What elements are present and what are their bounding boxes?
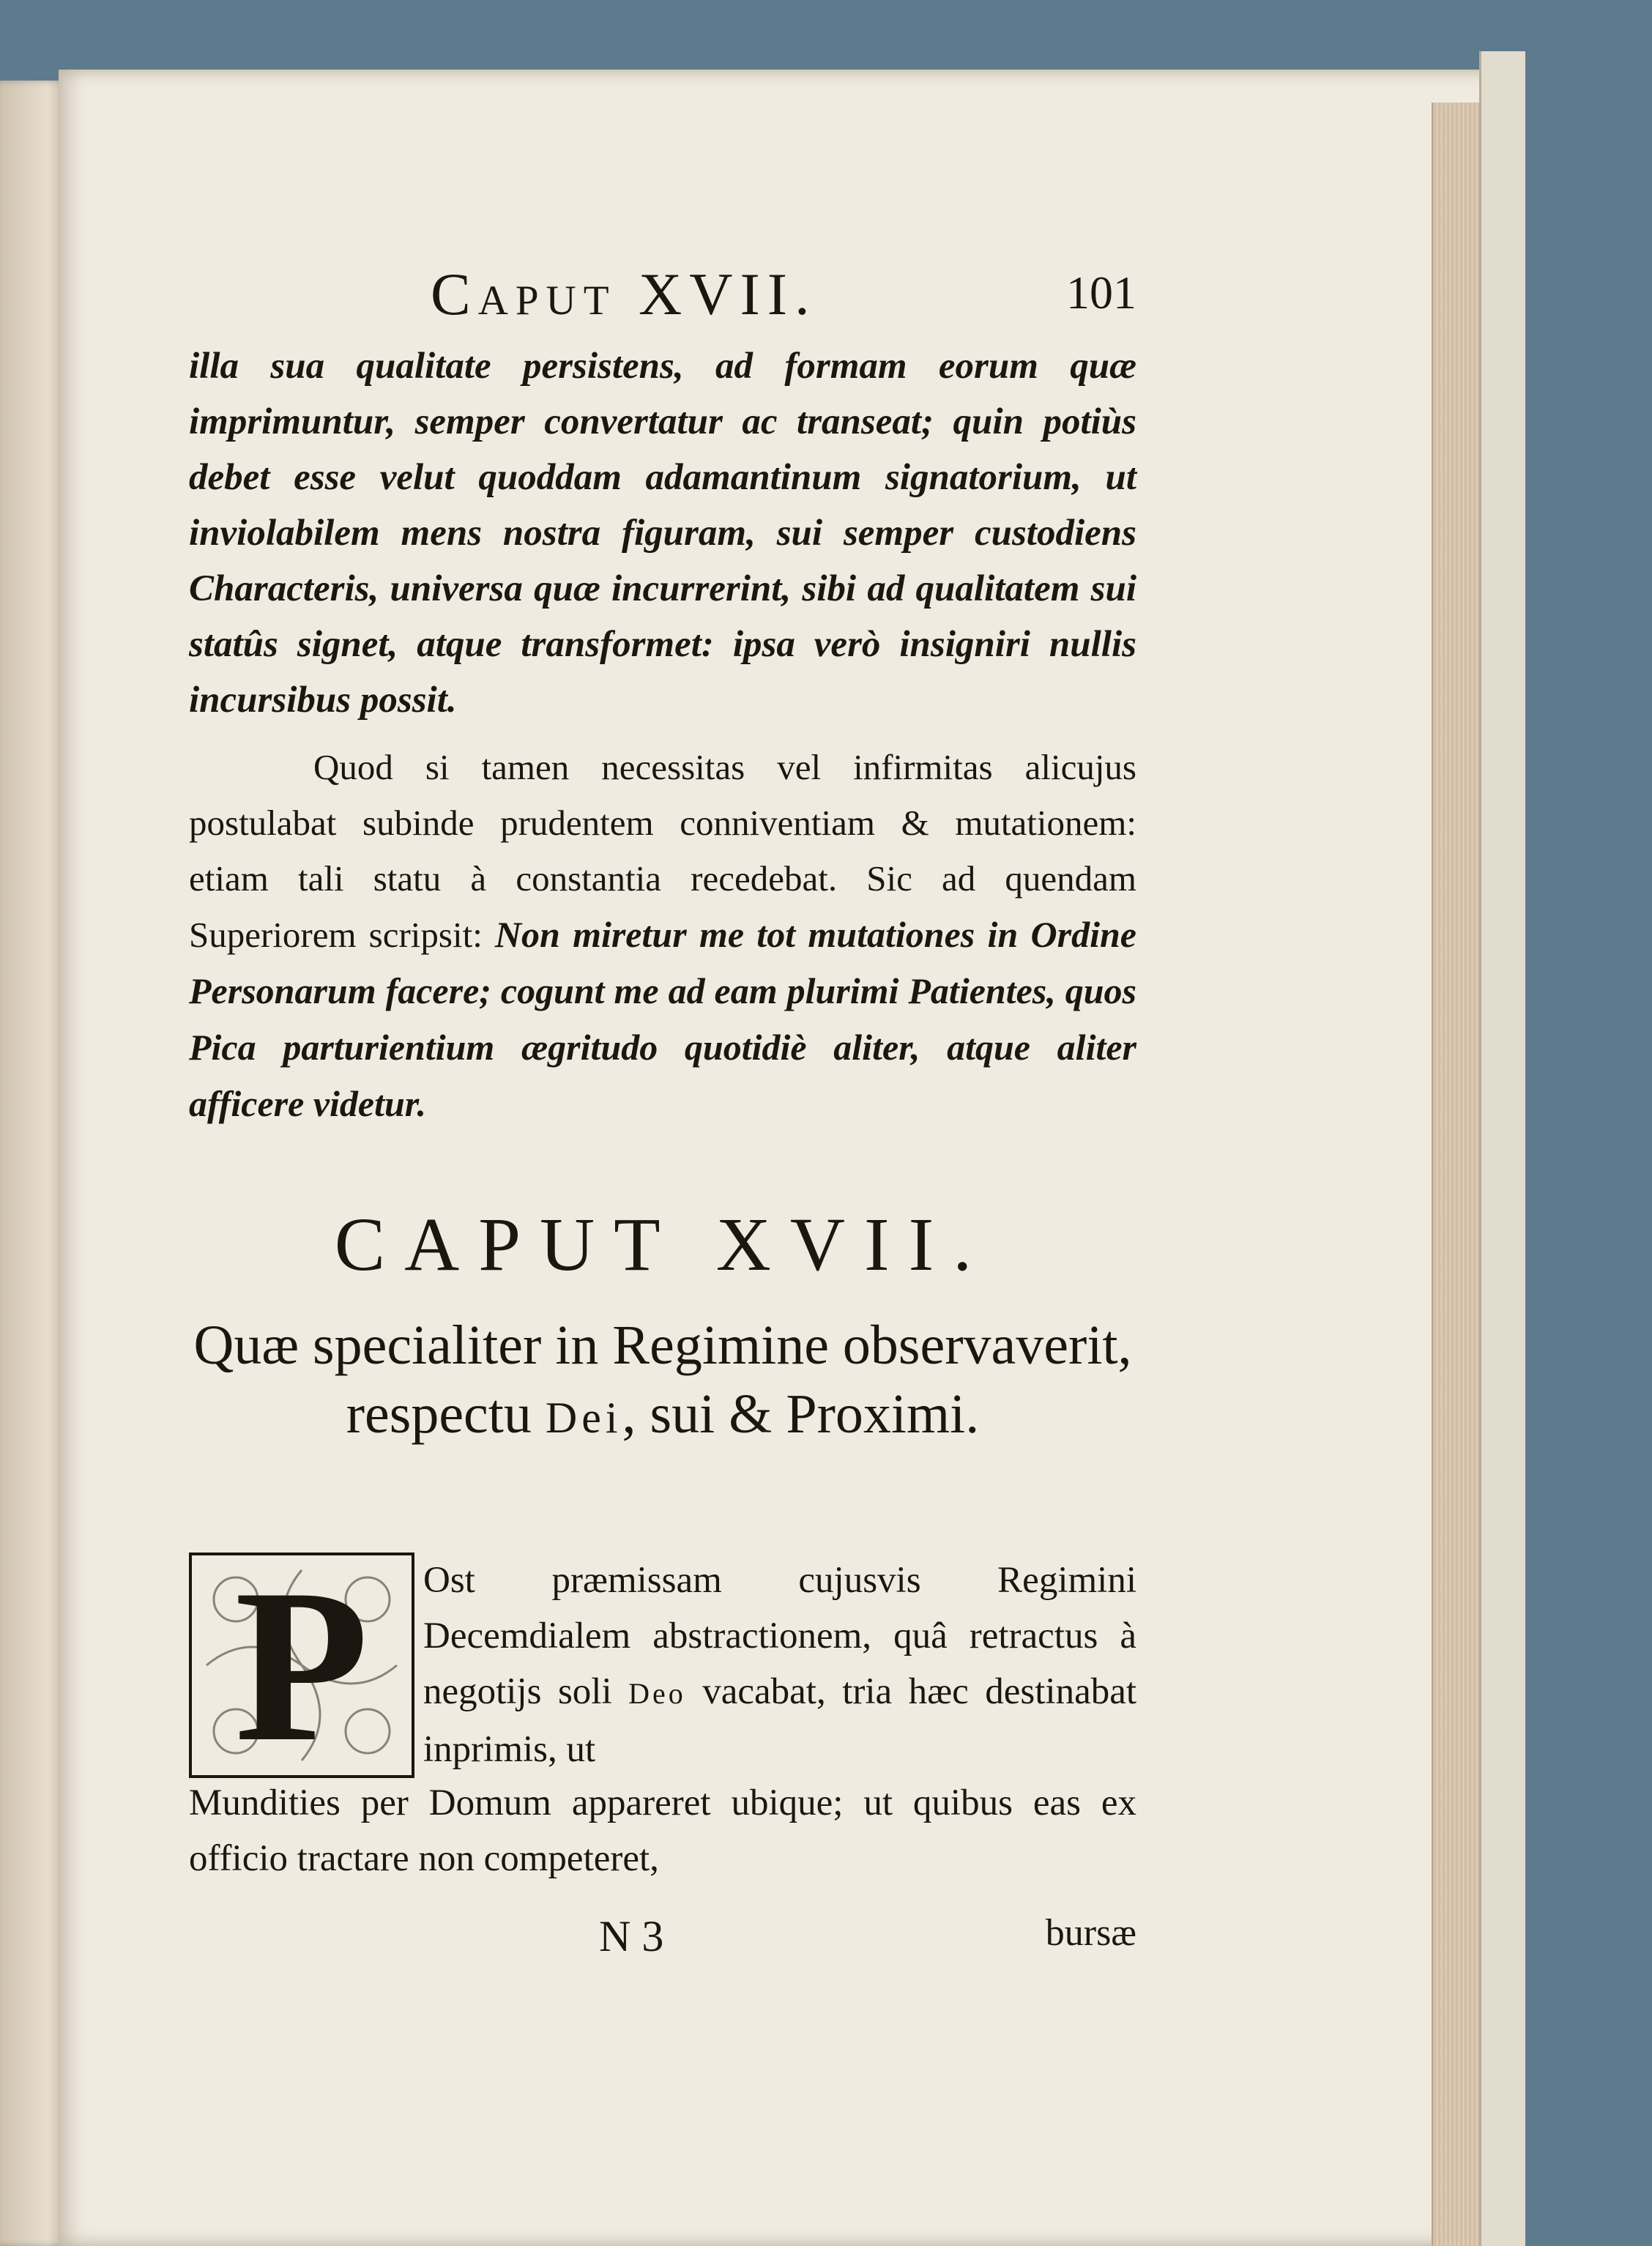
dei-small-caps: Dei — [545, 1394, 622, 1442]
previous-page-edge — [0, 81, 67, 2246]
signature-mark: N 3 — [599, 1912, 664, 1960]
initial-lines: Ost præmissam cujusvis Regimini Decemdialem abstractionem, quâ retractus à negotijs soli Deo vacabat, tria hæc destinabat inprimis, ut — [423, 1560, 1137, 1770]
running-header — [189, 260, 1136, 326]
paragraph-text: Quod si tamen necessitas vel infirmitas alicujus postulabat subinde prudentem conniventiam & mutationem: etiam tali statu à constantia recedebat. Sic ad quendam Superiorem scripsit: — [189, 747, 1136, 955]
roman-paragraph — [189, 740, 1136, 1132]
continuing-lines: Mundities per Domum appareret ubique; ut quibus eas ex officio tractare non competeret, — [189, 1782, 1136, 1879]
quoted-letter: Non miretur me tot mutationes in Ordine Personarum facere; cogunt me ad eam plurimi Patientes, quos Pica parturientium ægritudo quotidiè aliter, atque aliter afficere videtur. — [189, 914, 1136, 1124]
running-title: Caput XVII. — [431, 261, 817, 327]
decorated-initial — [189, 1544, 414, 1787]
deo-small-caps: Deo — [628, 1677, 686, 1710]
italic-paragraph: illa sua qualitate persistens, ad formam eorum quæ imprimuntur, semper convertatur ac transeat; quin potiùs debet esse velut quoddam adamantinum signatorium, ut inviolabilem mens nostra figuram, sui semper custodiens Characteris, universa quæ incurrerint, sibi ad qualitatem sui statûs signet, atque transformet: ipsa verò insigniri nullis incursibus possit. — [189, 346, 1136, 721]
page-footer — [189, 1911, 1136, 1970]
page-stack-edges — [1432, 103, 1484, 2246]
page-number: 101 — [1066, 267, 1136, 319]
chapter-subtitle: Quæ specialiter in Regimine observaverit, respectu Dei, sui & Proximi. — [193, 1314, 1132, 1445]
book-cover-edge — [1479, 51, 1525, 2246]
chapter-heading: CAPUT XVII. — [334, 1202, 991, 1287]
catchword: bursæ — [1045, 1912, 1136, 1954]
initial-letter: P — [234, 1544, 369, 1787]
